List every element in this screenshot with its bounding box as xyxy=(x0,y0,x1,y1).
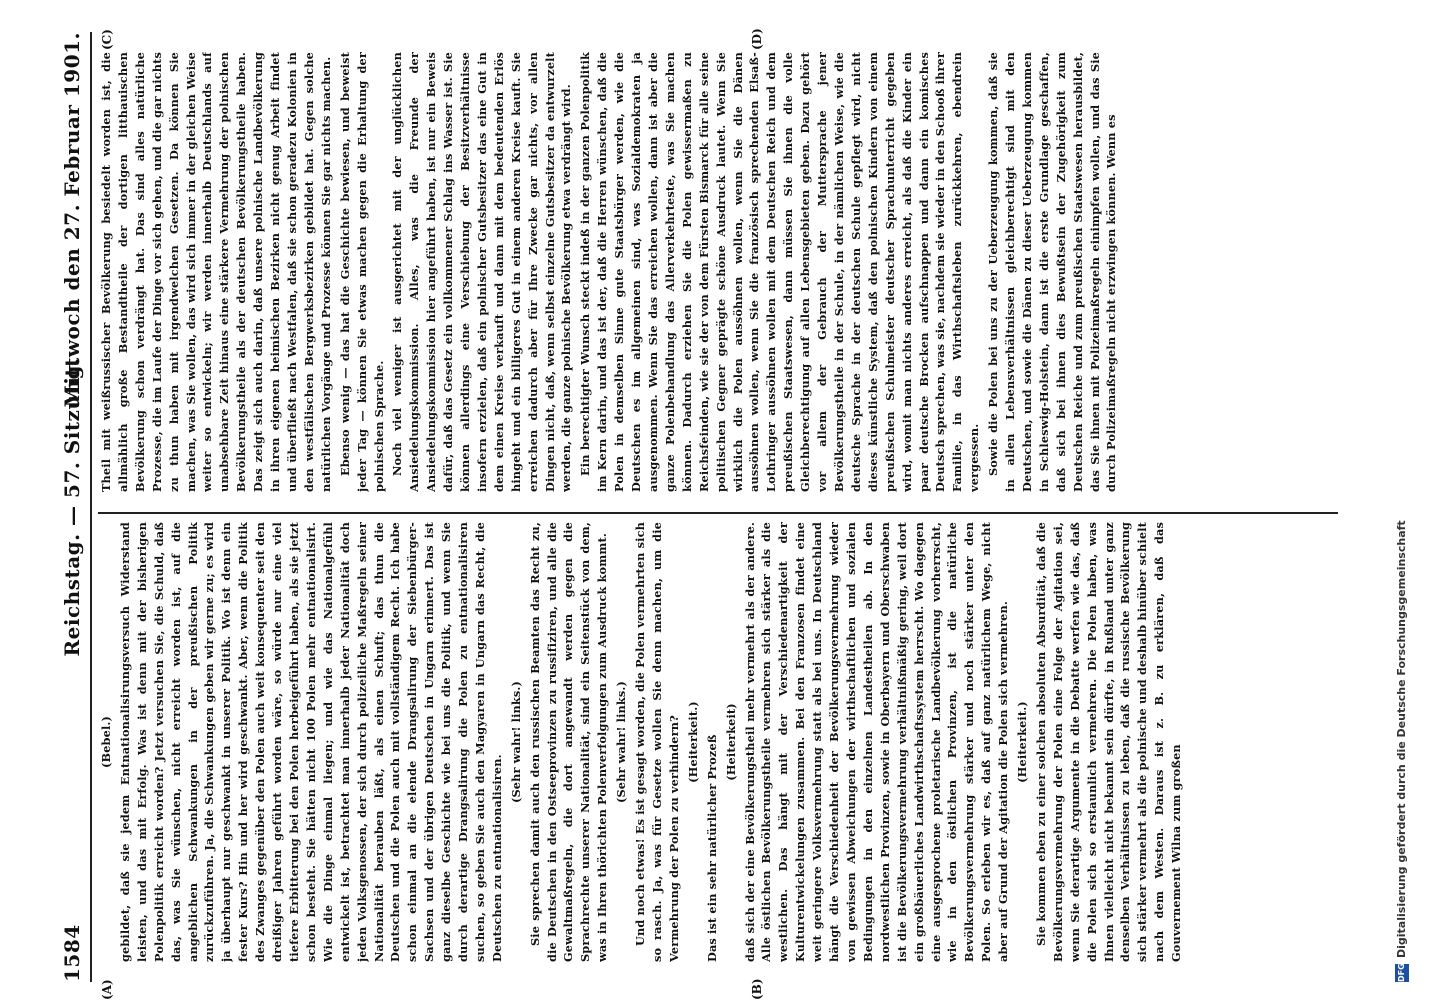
interjection: (Heiterkeit.) xyxy=(1015,701,1030,783)
column-separator xyxy=(98,512,1338,514)
left-column xyxy=(98,522,1348,962)
page-header xyxy=(60,32,88,982)
header-rule xyxy=(90,32,92,982)
page-number: 1584 xyxy=(60,924,84,982)
paragraph: Und noch etwas! Es ist gesagt worden, die Polen vermehrten sich so rasch. Ja, was für Gesetze wollen Sie denn machen, um die Vermehrung der Polen zu verhindern? xyxy=(633,522,681,962)
marker-c: (C) xyxy=(100,29,114,50)
paragraph: Sowie die Polen bei uns zu der Ueberzeugung kommen, daß sie in allen Lebensverhältnissen gleichberechtigt sind mit den Deutschen, und sowie die Dänen zu dieser Ueberzeugung kommen in Schleswig-Holstein, dann ist die erste Grundlage geschaffen, daß sich bei ihnen dies Bewußtsein der Zugehörigkeit zum Deutschen Reiche und zum preußischen Staatswesen herausbildet, das Sie ihnen mit Polizeimaßregeln einimpfen wollen, und das Sie durch Polizeimaßregeln nicht erzwingen können. Wenn es xyxy=(986,52,1119,492)
interjection: (Heiterkeit.) xyxy=(685,701,700,783)
paragraph: Das ist ein sehr natürlicher Prozeß xyxy=(704,734,719,962)
marker-d: (D) xyxy=(750,28,764,50)
paragraph: daß sich der eine Bevölkerungstheil mehr vermehrt als der andere. Alle östlichen Bevölkerungstheile vermehren sich stärker als die westlichen. Das hängt mit der Verschiedenartigkeit der Kulturentwickelungen zusammen. Bei den Franzosen findet eine weit geringere Volksvermehrung statt als bei uns. In Deutschland hängt die Verschiedenheit der Bevölkerungsvermehrung wieder von gewissen Abweichungen der wirthschaftlichen und sozialen Bedingungen in den einzelnen Landestheilen ab. In den nordwestlichen Provinzen, sowie in Oberbayern und Oberschwaben ist die Bevölkerungsvermehrung verhältnißmäßig gering, weil dort ein großbäuerliches Landwirthschaftssystem herrscht. Wo dagegen eine ausgesprochene proletarische Landbevölkerung vorherrscht, wie in den östlichen Provinzen, ist die natürliche Bevölkerungsvermehrung stärker und noch stärker unter den Polen. So erleben wir es, daß auf ganz natürlichem Wege, nicht aber auf Grund der Agitation die Polen sich vermehren. xyxy=(742,522,1011,962)
session-title: Reichstag. — 57. Sitzung. xyxy=(60,357,84,657)
paragraph: Ebenso wenig — das hat die Geschichte bewiesen, und beweist jeder Tag — können Sie etwas machen gegen die Erhaltung der polnischen Sprache. xyxy=(337,52,386,492)
interjection: (Heiterkeit) xyxy=(723,703,738,781)
session-date: Mittwoch den 27. Februar 1901. xyxy=(60,32,84,408)
paragraph: Sie kommen eben zu einer solchen absoluten Absurdität, daß die Bevölkerungsvermehrung der Polen eine Folge der Agitation sei, wenn Sie derartige Argumente in die Debatte werfen wie das, daß die Polen sich so erstaunlich vermehren. Die Polen haben, was Ihnen vielleicht nicht bekannt sein dürfte, in Rußland unter ganz denselben Verhältnissen zu leben, daß die russische Bevölkerung sich stärker vermehrt als die polnische und deshalb hinüber schielt nach dem Westen. Daraus ist z. B. zu erklären, daß das Gouvernement Wilna zum großen xyxy=(1033,522,1184,962)
paragraph: gebildet, daß sie jedem Entnationalisirungsversuch Widerstand leisten, und das mit Erfolg. Was ist denn mit der bisherigen Polenpolitik erreicht worden? Jetzt versuchen Sie, die Schuld, daß das, was Sie wünschen, nicht erreicht worden ist, auf die angeblichen Schwankungen in der preußischen Politik zurückzuführen. Ja, die Schwankungen geben wir gerne zu; es wird ja überhaupt nur geschwankt in unserer Politik. Wo ist denn ein fester Kurs? Hin und her wird geschwankt. Aber, wenn die Politik des Zwanges gegenüber den Polen auch weit konsequenter seit den dreißiger Jahren geführt worden wäre, so würde nur eine viel tiefere Erbitterung bei den Polen herbeigeführt haben, als sie jetzt schon besteht. Sie hätten nicht 100 Polen mehr entnationalisirt. Wie die Dinge einmal liegen; und wie das Nationalgefühl entwickelt ist, betrachtet man innerhalb jeder Nationalität doch jeden Volksgenossen, der sich durch polizeiliche Maßregeln seiner Nationalität berauben läßt, als einen Schuft; das thun die Deutschen und die Polen auch mit vollständigem Recht. Ich habe schon einmal an die elende Drangsalirung der Siebenbürger-Sachsen und der übrigen Deutschen in Ungarn erinnert. Das ist ganz dieselbe Geschichte wie bei uns die Politik, und wenn Sie durch derartige Drangsalirung die Polen zu entnationalisiren suchen, so geben Sie auch den Magyaren in Ungarn das Recht, die Deutschen zu entnationalisiren. xyxy=(117,522,504,962)
interjection: (Sehr wahr! links.) xyxy=(508,681,523,804)
paragraph: Sie sprechen damit auch den russischen Beamten das Recht zu, die Deutschen in den Ostseeprovinzen zu russifiziren, und alle die Gewaltmaßregeln, die dort angewandt werden gegen die Sprachrechte unserer Nationalität, sind ein Seitenstück von dem, was in Ihren thörichten Polenverfolgungen zum Ausdruck kommt. xyxy=(527,522,610,962)
speaker-name: (Bebel.) xyxy=(99,716,113,768)
marker-b: (B) xyxy=(750,978,764,1000)
paragraph: Theil mit weißrussischer Bevölkerung besiedelt worden ist, die allmählich große Bestandtheile der dortigen litthauischen Bevölkerung schon verdrängt hat. Das sind alles natürliche Prozesse, die im Laufe der Dinge vor sich gehen, und die gar nichts zu thun haben mit irgendwelchen Gesetzen. Da können Sie machen, was Sie wollen, das wird sich immer in der gleichen Weise weiter so entwickeln; wir werden innerhalb Deutschlands auf unabsehbare Zeit hinaus eine stärkere Vermehrung der polnischen Bevölkerungstheile als der deutschen Bevölkerungstheile haben. Das zeigt sich auch darin, daß unsere polnische Landbevölkerung in ihren eigenen heimischen Bezirken nicht genug Arbeit findet und überfließt nach Westfalen, daß sie schon geradezu Kolonien in den westfälischen Bergwerksbezirken gebildet hat. Gegen solche natürlichen Vorgänge und Prozesse können Sie gar nichts machen. xyxy=(99,52,333,492)
footer-text: Digitalisierung gefördert durch die Deutsche Forschungsgemeinschaft xyxy=(1395,520,1408,958)
reichstag-page xyxy=(60,28,1360,1000)
dfg-logo-icon: DFG xyxy=(1395,964,1409,982)
right-column xyxy=(98,52,1348,492)
digitization-footer xyxy=(1395,22,1409,982)
marker-a: (A) xyxy=(100,979,114,1000)
paragraph: Noch viel weniger ist ausgerichtet mit der unglücklichen Ansiedelungskommission. Alles, was die Freunde der Ansiedelungskommission hier angeführt haben, ist nur ein Beweis dafür, daß das Gesetz ein vollkommener Schlag ins Wasser ist. Sie können allerdings eine Verschiebung der Besitzverhältnisse insofern erzielen, daß ein polnischer Gutsbesitzer das eine Gut in dem einen Kreise verkauft und dann mit dem bedeutenden Erlös hingeht und ein billigeres Gut in einem anderen Kreise kauft. Sie erreichen dadurch aber für Ihre Zwecke gar nichts, vor allen Dingen nicht, daß, wenn selbst einzelne Gutsbesitzer da entwurzelt werden, die ganze polnische Bevölkerung etwa verdrängt wird. xyxy=(390,52,574,492)
paragraph: Ein berechtigter Wunsch steckt indeß in der ganzen Polenpolitik im Kern darin, und das ist der, daß die Herren wünschen, daß die Polen in demselben Sinne gute Staatsbürger werden, wie die Deutschen es im allgemeinen sind, was Sozialdemokraten ja ausgenommen. Wenn Sie das erreichen wollen, dann ist aber die ganze Polenbehandlung das Allerverkehrteste, was Sie machen können. Dadurch erziehen Sie die Polen gewissermaßen zu Reichsfeinden, wie sie der von dem Fürsten Bismarck für alle seine politischen Gegner geprägte schöne Ausdruck lautet. Wenn Sie wirklich die Polen aussöhnen wollen, wenn Sie die Dänen aussöhnen wollen, wenn Sie die französisch sprechenden Elsaß-Lothringer aussöhnen wollen mit dem Deutschen Reich und dem preußischen Staatswesen, dann müssen Sie ihnen die volle Gleichberechtigung auf allen Lebensgebieten geben. Dazu gehört vor allem der Gebrauch der Muttersprache jener Bevölkerungstheile in der Schule, in der nämlichen Weise, wie die deutsche Sprache in der deutschen Schule gepflegt wird, nicht dieses künstliche System, daß den polnischen Kindern von einem preußischen Schulmeister deutscher Sprachunterricht gegeben wird, womit man nichts anderes erreicht, als daß die Kinder ein paar deutsche Brocken aufschnappen und dann ein komisches Deutsch sprechen, was sie, nachdem sie wieder in den Schooß ihrer Familie, in das Wirthschaftsleben zurückkehren, ebendrein vergessen. xyxy=(578,52,982,492)
interjection: (Sehr wahr! links.) xyxy=(614,681,629,804)
